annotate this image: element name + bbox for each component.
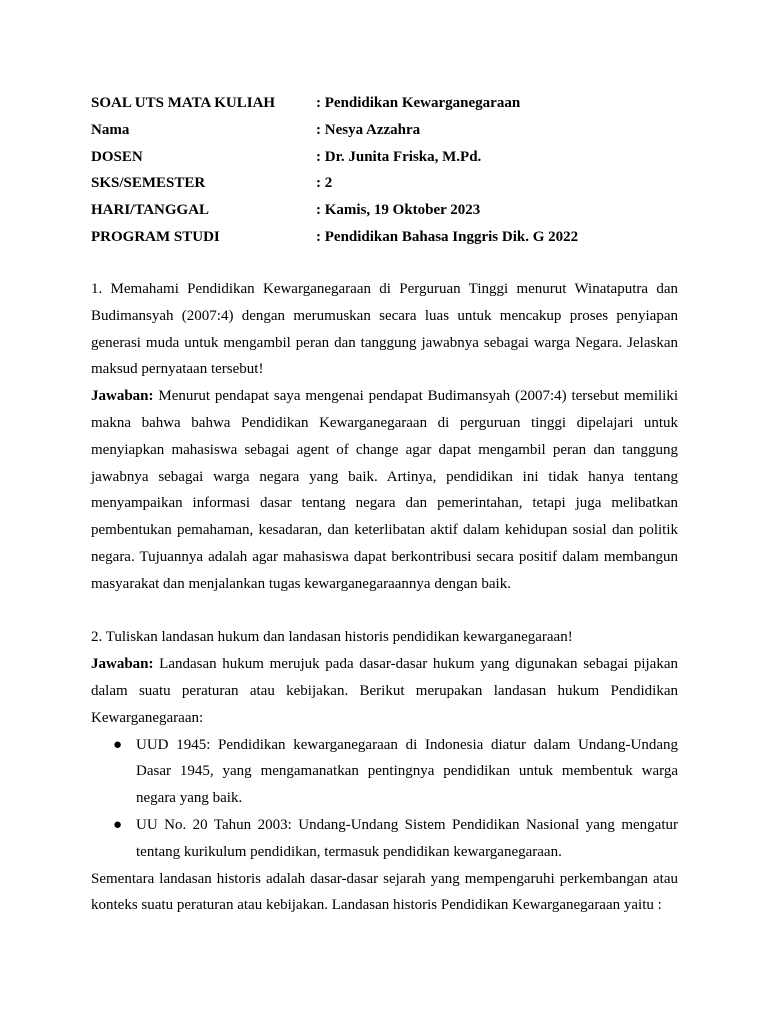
header-row-study-program: [91, 226, 691, 253]
legal-basis-list: [91, 732, 678, 866]
bullet-icon: ●: [113, 736, 123, 753]
question-1: 1. Memahami Pendidikan Kewarganegaraan di Perguruan Tinggi menurut Winataputra dan Budimansyah (2007:4) dengan merumuskan secara luas untuk mencakup proses penyiapan generasi muda untuk mengambil peran dan tanggung jawabnya sebagai warga Negara. Jelaskan maksud pernyataan tersebut!: [91, 281, 678, 378]
list-item: [91, 812, 678, 866]
paragraph-gap: [91, 598, 678, 625]
header-row-name: [91, 119, 691, 146]
header-label: SOAL UTS MATA KULIAH: [91, 95, 276, 111]
answer-1: [91, 383, 678, 597]
list-item-text: UU No. 20 Tahun 2003: Undang-Undang Sistem Pendidikan Nasional yang mengatur tentang kurikulum pendidikan, termasuk pendidikan kewarganegaraan.: [136, 816, 678, 860]
header-value: : Dr. Junita Friska, M.Pd.: [316, 148, 482, 165]
header-label: Nama: [91, 121, 130, 138]
exam-header: [91, 92, 691, 253]
header-label: SKS/SEMESTER: [91, 175, 206, 192]
header-row-date: [91, 199, 691, 226]
header-row-sks-semester: [91, 172, 691, 199]
list-item: [91, 732, 678, 812]
header-value: : 2: [316, 175, 333, 192]
answer-2: [91, 651, 678, 731]
header-value: : Kamis, 19 Oktober 2023: [316, 202, 481, 219]
header-label: PROGRAM STUDI: [91, 228, 220, 245]
answer-label: Jawaban:: [91, 388, 154, 405]
bullet-icon: ●: [113, 816, 123, 833]
answer-2-text: Landasan hukum merujuk pada dasar-dasar hukum yang digunakan sebagai pijakan dalam suatu peraturan atau kebijakan. Berikut merupakan landasan hukum Pendidikan Kewarganegaraan:: [91, 656, 678, 726]
header-value: : Pendidikan Kewarganegaraan: [316, 95, 521, 111]
document-body: [91, 276, 678, 919]
list-item-text: UUD 1945: Pendidikan kewarganegaraan di Indonesia diatur dalam Undang-Undang Dasar 1945, yang mengamanatkan pentingnya pendidikan untuk membentuk warga negara yang baik.: [136, 736, 678, 807]
header-value: : Pendidikan Bahasa Inggris Dik. G 2022: [316, 228, 579, 245]
question-2: 2. Tuliskan landasan hukum dan landasan historis pendidikan kewarganegaraan!: [91, 629, 573, 646]
historical-basis-intro: Sementara landasan historis adalah dasar-dasar sejarah yang mempengaruhi perkembangan atau konteks suatu peraturan atau kebijakan. Landasan historis Pendidikan Kewarganegaraan yaitu :: [91, 870, 678, 914]
answer-label: Jawaban:: [91, 656, 154, 673]
header-row-lecturer: [91, 146, 691, 173]
header-value: : Nesya Azzahra: [316, 121, 421, 138]
header-row-course: [91, 92, 691, 119]
header-label: DOSEN: [91, 148, 143, 165]
header-label: HARI/TANGGAL: [91, 202, 210, 219]
answer-1-text: Menurut pendapat saya mengenai pendapat Budimansyah (2007:4) tersebut memiliki makna bahwa bahwa Pendidikan Kewarganegaraan di perguruan tinggi dipelajari untuk menyiapkan mahasiswa sebagai agent of change agar dapat mengambil peran dan tanggung jawabnya sebagai warga negara yang baik. Artinya, pendidikan ini tidak hanya tentang menyampaikan informasi dasar tentang negara dan pemerintahan, tetapi juga melibatkan pembentukan pemahaman, kesadaran, dan keterlibatan aktif dalam kehidupan sosial dan politik negara. Tujuannya adalah agar mahasiswa dapat berkontribusi secara positif dalam membangun masyarakat dan menjalankan tugas kewarganegaraannya dengan baik.: [91, 388, 678, 592]
